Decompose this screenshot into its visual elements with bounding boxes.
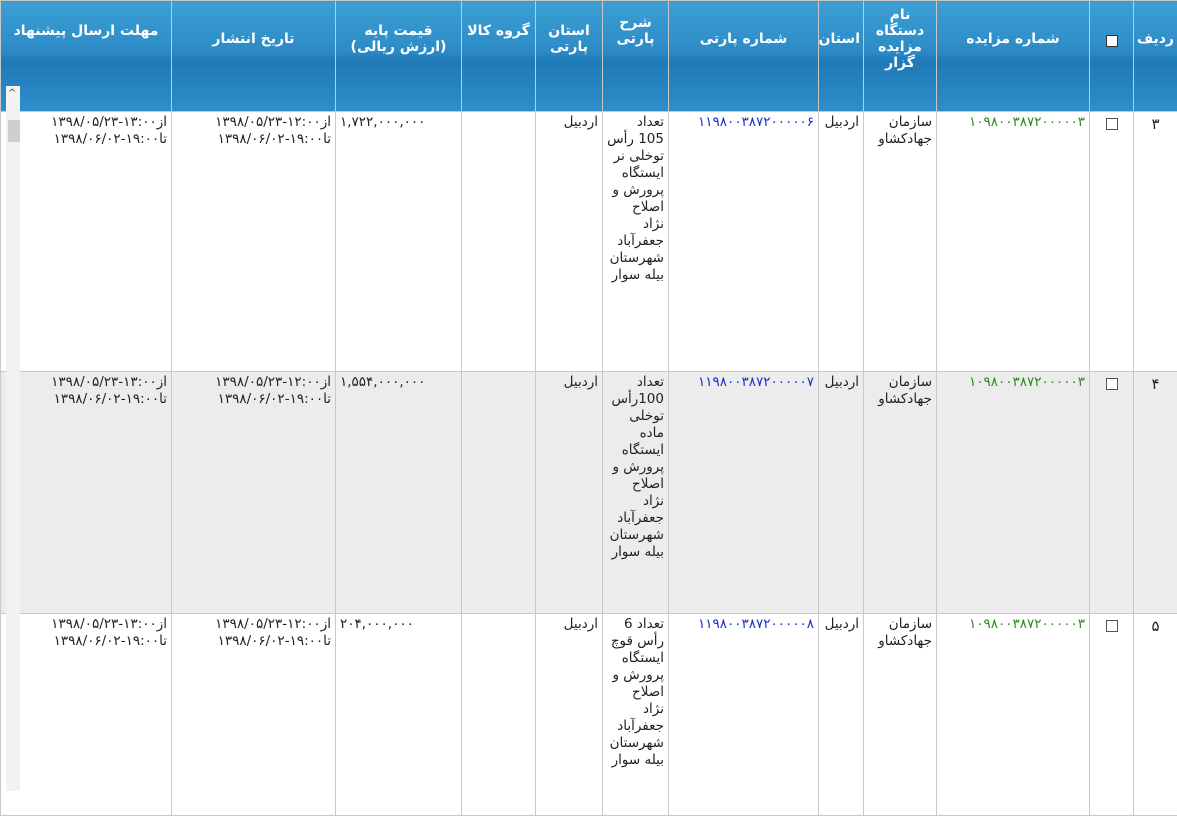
publish-from: از۱۲:۰۰-۱۳۹۸/۰۵/۲۳ — [176, 114, 331, 131]
deadline-from: از۱۳:۰۰-۱۳۹۸/۰۵/۲۳ — [23, 616, 167, 633]
row-checkbox[interactable] — [1106, 118, 1118, 130]
organizer-name: سازمان جهادکشاو — [864, 372, 937, 614]
lot-number-link[interactable]: ۱۱۹۸۰۰۳۸۷۲۰۰۰۰۰۷ — [669, 372, 819, 614]
deadline-to: تا۱۹:۰۰-۱۳۹۸/۰۶/۰۲ — [23, 131, 167, 148]
select-all-checkbox[interactable] — [1106, 35, 1118, 47]
deadline — [1, 614, 172, 816]
auction-number-link[interactable]: ۱۰۹۸۰۰۳۸۷۲۰۰۰۰۰۳ — [937, 614, 1090, 816]
lot-province: اردبیل — [536, 614, 603, 816]
vertical-scrollbar[interactable] — [6, 86, 20, 791]
province: اردبیل — [819, 112, 864, 372]
scroll-up-icon[interactable]: ^ — [8, 88, 16, 99]
header-lot-province[interactable]: استان پارتی — [536, 1, 603, 112]
goods-group — [462, 372, 536, 614]
header-base-price[interactable]: قیمت پایه (ارزش ریالی) — [336, 1, 462, 112]
publish-date — [172, 614, 336, 816]
table-row[interactable] — [1, 112, 1177, 372]
header-select-all[interactable] — [1090, 1, 1134, 112]
header-auction-number[interactable]: شماره مزایده — [937, 1, 1090, 112]
row-number: ۳ — [1134, 112, 1177, 372]
publish-date — [172, 372, 336, 614]
deadline-to: تا۱۹:۰۰-۱۳۹۸/۰۶/۰۲ — [23, 391, 167, 408]
deadline-from: از۱۳:۰۰-۱۳۹۸/۰۵/۲۳ — [23, 114, 167, 131]
auction-number-link[interactable]: ۱۰۹۸۰۰۳۸۷۲۰۰۰۰۰۳ — [937, 372, 1090, 614]
lot-number-link[interactable]: ۱۱۹۸۰۰۳۸۷۲۰۰۰۰۰۶ — [669, 112, 819, 372]
table-row[interactable] — [1, 614, 1177, 816]
organizer-name: سازمان جهادکشاو — [864, 614, 937, 816]
lot-province: اردبیل — [536, 112, 603, 372]
organizer-name: سازمان جهادکشاو — [864, 112, 937, 372]
province: اردبیل — [819, 372, 864, 614]
publish-from: از۱۲:۰۰-۱۳۹۸/۰۵/۲۳ — [176, 374, 331, 391]
goods-group — [462, 112, 536, 372]
row-select[interactable] — [1090, 112, 1134, 372]
deadline — [1, 112, 172, 372]
header-lot-description[interactable]: شرح پارتی — [603, 1, 669, 112]
row-select[interactable] — [1090, 614, 1134, 816]
base-price: ۲۰۴,۰۰۰,۰۰۰ — [336, 614, 462, 816]
scrollbar-thumb[interactable] — [8, 120, 20, 142]
auction-number-link[interactable]: ۱۰۹۸۰۰۳۸۷۲۰۰۰۰۰۳ — [937, 112, 1090, 372]
row-number: ۵ — [1134, 614, 1177, 816]
table-row[interactable] — [1, 372, 1177, 614]
row-checkbox[interactable] — [1106, 620, 1118, 632]
deadline-from: از۱۳:۰۰-۱۳۹۸/۰۵/۲۳ — [23, 374, 167, 391]
lot-province: اردبیل — [536, 372, 603, 614]
publish-from: از۱۲:۰۰-۱۳۹۸/۰۵/۲۳ — [176, 616, 331, 633]
row-checkbox[interactable] — [1106, 378, 1118, 390]
header-province[interactable]: استان — [819, 1, 864, 112]
lot-description: تعداد 6 رأس قوچ ایستگاه پرورش و اصلاح نژاد جعفرآباد شهرستان بیله سوار — [603, 614, 669, 816]
lot-number-link[interactable]: ۱۱۹۸۰۰۳۸۷۲۰۰۰۰۰۸ — [669, 614, 819, 816]
deadline — [1, 372, 172, 614]
deadline-to: تا۱۹:۰۰-۱۳۹۸/۰۶/۰۲ — [23, 633, 167, 650]
header-deadline[interactable]: مهلت ارسال پیشنهاد — [1, 1, 172, 112]
table-header-row — [1, 1, 1177, 112]
header-publish-date[interactable]: تاریخ انتشار — [172, 1, 336, 112]
header-row-number: ردیف — [1134, 1, 1177, 112]
header-lot-number[interactable]: شماره پارتی — [669, 1, 819, 112]
publish-to: تا۱۹:۰۰-۱۳۹۸/۰۶/۰۲ — [176, 131, 331, 148]
goods-group — [462, 614, 536, 816]
row-select[interactable] — [1090, 372, 1134, 614]
row-number: ۴ — [1134, 372, 1177, 614]
lot-description: تعداد 105 رأس توخلی نر ایستگاه پرورش و اصلاح نژاد جعفرآباد شهرستان بیله سوار — [603, 112, 669, 372]
publish-to: تا۱۹:۰۰-۱۳۹۸/۰۶/۰۲ — [176, 633, 331, 650]
province: اردبیل — [819, 614, 864, 816]
lot-description: تعداد 100رأس توخلی ماده ایستگاه پرورش و اصلاح نژاد جعفرآباد شهرستان بیله سوار — [603, 372, 669, 614]
header-goods-group[interactable]: گروه کالا — [462, 1, 536, 112]
publish-to: تا۱۹:۰۰-۱۳۹۸/۰۶/۰۲ — [176, 391, 331, 408]
base-price: ۱,۷۲۲,۰۰۰,۰۰۰ — [336, 112, 462, 372]
header-organizer[interactable]: نام دستگاه مزایده گزار — [864, 1, 937, 112]
publish-date — [172, 112, 336, 372]
base-price: ۱,۵۵۴,۰۰۰,۰۰۰ — [336, 372, 462, 614]
